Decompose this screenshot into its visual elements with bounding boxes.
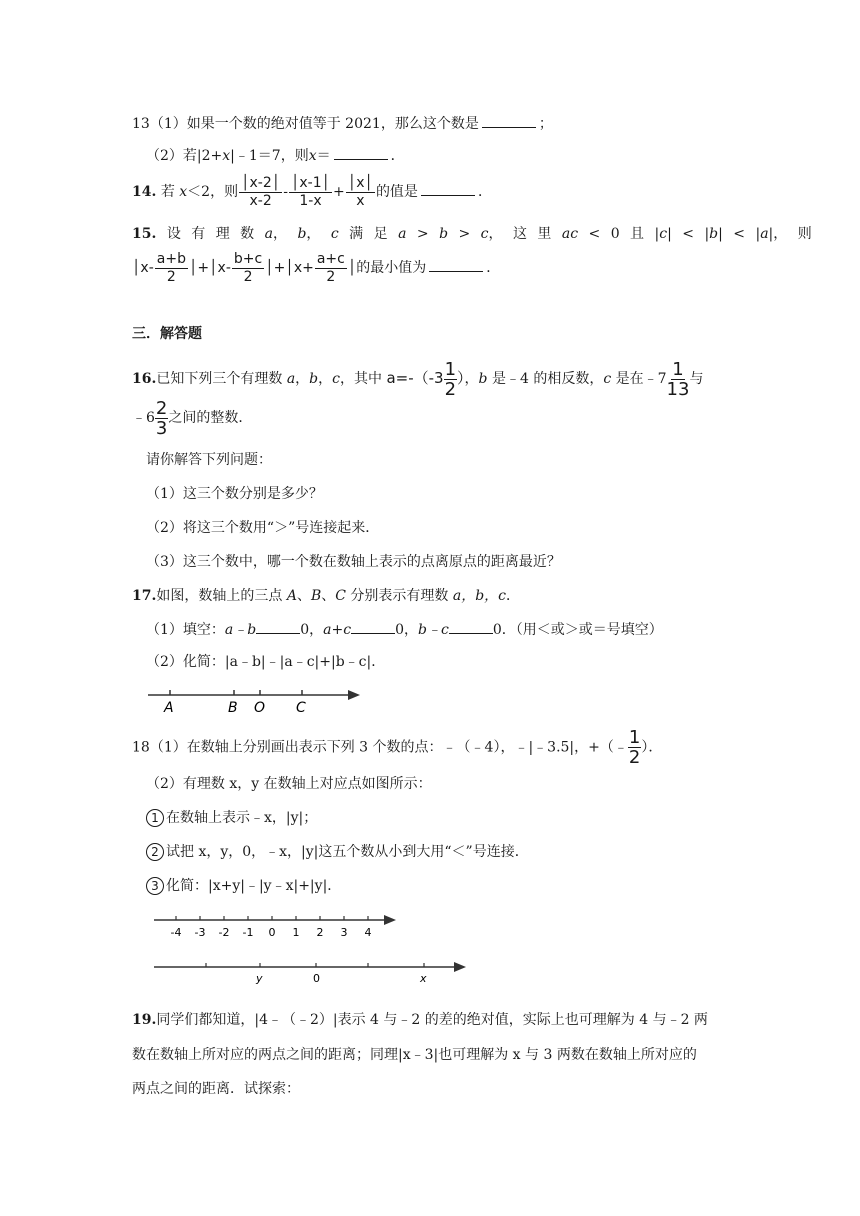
q16-comma2: ，	[318, 371, 333, 387]
q18-number-line-1	[148, 910, 400, 944]
q16-c: c	[332, 371, 340, 387]
q16-a-expr-close: ）	[457, 369, 465, 387]
q16-t3: 是﹣4 的相反数，	[491, 371, 604, 387]
q15-a: a	[264, 226, 273, 242]
q17-number-line	[140, 682, 370, 718]
q15-absb: |b|	[704, 226, 723, 242]
q15-line1	[132, 224, 812, 244]
q15-comma1: ，	[272, 226, 287, 242]
q13-part1	[132, 113, 553, 134]
q15-b: b	[297, 226, 307, 242]
q17-blank1[interactable]	[256, 619, 300, 634]
q13-part2-blank[interactable]	[334, 145, 388, 160]
q18-number-line-2	[148, 958, 470, 988]
q18-t1-end: ）．	[641, 739, 663, 756]
q14-frac3: $\frac{│x│}{x}$	[347, 174, 373, 209]
q17-part2: （2）化简：|a﹣b|﹣|a﹣c|+|b﹣c|．	[146, 654, 386, 670]
section-heading: 三．解答题	[132, 326, 202, 342]
q14	[132, 172, 492, 212]
q17-label-C: C	[296, 700, 306, 716]
q13-var-x: x	[222, 148, 231, 164]
q18-frac: $\frac{1}{2}$	[628, 727, 641, 768]
q16-part1: （1）这三个数分别是多少？	[146, 486, 323, 502]
q18-sub2-text: 试把 x，y，0，﹣x，|y|这五个数从小到大用“＜”号连接．	[166, 844, 529, 860]
q17-arrow-icon	[348, 690, 360, 700]
q13-number: 13	[132, 116, 150, 132]
q16-line1	[132, 358, 703, 399]
q17-B: B	[310, 588, 322, 604]
q17-end: ．	[506, 588, 521, 604]
q15-abs-close: │	[347, 260, 357, 276]
q16-c2: c	[603, 371, 612, 387]
q15-here: ， 这 里	[488, 226, 552, 242]
q18-label-0: 0	[313, 972, 320, 985]
q13-part1-text: （1）如果一个数的绝对值等于 2021，那么这个数是	[149, 116, 479, 132]
q15-lt1: <	[682, 226, 694, 242]
q16-t5: 与	[689, 371, 704, 387]
q15-absc: |c|	[654, 226, 672, 242]
q16-comma4: ，	[464, 371, 479, 387]
q15-blank[interactable]	[429, 257, 483, 272]
q19-line1	[132, 1010, 708, 1030]
q15-frac-a: $\frac{a+b}{2}$	[156, 250, 186, 285]
q14-number: 14.	[132, 184, 157, 200]
q15-comma2: ，	[306, 226, 321, 242]
q17-sep1: 、	[296, 588, 311, 604]
q17-p1-pre: （1）填空：	[146, 622, 225, 638]
q17-blank3[interactable]	[449, 619, 493, 634]
q15-lt2: <	[733, 226, 746, 242]
q16-l2-pre: ﹣6	[132, 410, 155, 426]
q18-axis1-tick-label: -3	[194, 926, 206, 939]
q19-l1: 同学们都知道，|4﹣（﹣2）|表示 4 与﹣2 的差的绝对值，实际上也可理解为 4 与﹣2 两	[156, 1012, 708, 1028]
q15-min-text: 的最小值为	[356, 260, 427, 276]
q18-line1	[132, 728, 662, 767]
q17-part1	[146, 619, 663, 640]
q16-t1: 已知下列三个有理数	[156, 371, 283, 387]
q14-text3: 的值是	[375, 184, 418, 200]
q16-part2: （2）将这三个数用“＞”号连接起来．	[146, 520, 380, 536]
q13-part2-end: ．	[390, 148, 405, 164]
q15-gt2: >	[458, 226, 471, 242]
q17-blank2[interactable]	[351, 619, 395, 634]
q17-label-A: A	[164, 700, 174, 716]
q15-b2: b	[439, 226, 449, 242]
q15-ac: ac	[561, 226, 579, 242]
q17-number: 17.	[132, 588, 157, 604]
q16-b: b	[309, 371, 319, 387]
q15-text: 设 有 理 数	[166, 226, 255, 242]
q18-part2: （2）有理数 x，y 在数轴上对应点如图所示：	[146, 776, 432, 792]
q15-then: ， 则	[773, 226, 812, 242]
q18-axis1-tick-label: 0	[268, 926, 276, 939]
q16-t4: 是在﹣7	[615, 371, 667, 387]
q18-axis1-tick-label: -2	[218, 926, 230, 939]
q16-prompt: 请你解答下列问题：	[146, 452, 272, 468]
q15-abs2-open: │+│x-	[188, 260, 231, 276]
q18-number: 18	[132, 739, 150, 756]
q15-abs3-open: │+│x+	[265, 260, 314, 276]
q18-sub3	[146, 876, 341, 896]
q15-frac-c: $\frac{a+c}{2}$	[316, 250, 345, 285]
q17-z2: 0，	[395, 622, 418, 638]
q14-text2: ＜2，则	[187, 184, 239, 200]
circled-one-icon: 1	[146, 809, 164, 827]
q14-end: ．	[477, 184, 492, 200]
q18-axis1-tick-label: 3	[340, 926, 348, 939]
q15-absa: |a|	[755, 226, 774, 242]
q17-expr3: b﹣c	[418, 622, 449, 638]
q15-abs1-open: │x-	[132, 260, 154, 276]
q16-a: a	[286, 371, 296, 387]
q14-text1: 若	[160, 184, 175, 200]
q15-c: c	[330, 226, 339, 242]
q18-axis1-tick-label: -4	[170, 926, 182, 939]
q18-axis1-tick-label: 4	[364, 926, 372, 939]
q15-number: 15.	[132, 226, 157, 242]
q18-label-y: y	[256, 972, 263, 985]
q16-part3: （3）这三个数中，哪一个数在数轴上表示的点离原点的距离最近？	[146, 554, 561, 570]
q14-frac2: $\frac{│x-1│}{1-x}$	[290, 174, 331, 209]
q16-comma1: ，	[295, 371, 310, 387]
q18-axis1-tick-label: -1	[242, 926, 254, 939]
q15-line2	[132, 248, 500, 288]
q16-frac-1-13: $\frac{1}{13}$	[666, 358, 690, 400]
q13-part2	[146, 145, 405, 166]
q17-z3: 0．（用＜或＞或＝号填空）	[492, 622, 663, 638]
q17-t2: 分别表示有理数	[350, 588, 449, 604]
q18-t1: （1）在数轴上分别画出表示下列 3 个数的点：﹣（﹣4），﹣|﹣3.5|，+（﹣	[149, 739, 628, 756]
q13-eq: ＝	[316, 148, 331, 164]
q13-part1-blank[interactable]	[482, 113, 536, 128]
q15-end: ．	[486, 260, 501, 276]
q17-line1	[132, 586, 520, 606]
q17-t1: 如图，数轴上的三点	[156, 588, 283, 604]
q17-sep2: 、	[321, 588, 336, 604]
q17-label-B: B	[228, 700, 238, 716]
q19-line2: 数在数轴上所对应的两点之间的距离；同理|x﹣3|也可理解为 x 与 3 两数在数轴上所对应的	[132, 1047, 697, 1063]
q14-var-x: x	[179, 184, 188, 200]
q19-number: 19.	[132, 1012, 157, 1028]
q18-label-x: x	[420, 972, 427, 985]
circled-two-icon: 2	[146, 843, 164, 861]
q18-axis1-tick-label: 1	[292, 926, 300, 939]
q14-blank[interactable]	[421, 181, 475, 196]
q14-op2: +	[333, 184, 345, 200]
q17-expr1: a﹣b	[224, 622, 257, 638]
q17-expr2: a+c	[323, 622, 352, 638]
q13-part1-end: ；	[538, 116, 553, 132]
q13-var-x2: x	[308, 148, 317, 164]
q16-l2-post: 之间的整数．	[168, 410, 253, 426]
q14-op1: -	[283, 184, 288, 200]
q18-axis1-tick-label: 2	[316, 926, 324, 939]
q17-C: C	[335, 588, 346, 604]
q16-line2	[132, 398, 252, 438]
q15-gt1: >	[416, 226, 429, 242]
q16-number: 16.	[132, 371, 157, 387]
q17-abc: a，b，c	[452, 588, 507, 604]
q15-c2: c	[480, 226, 489, 242]
q16-frac-2-3: $\frac{2}{3}$	[155, 397, 168, 439]
q13-part2-text: （2）若|2+	[146, 148, 223, 164]
q18-sub1	[146, 808, 317, 828]
q18-sub1-text: 在数轴上表示﹣x，|y|；	[166, 810, 318, 826]
q15-a2: a	[398, 226, 407, 242]
q19-line3: 两点之间的距离．试探索：	[132, 1081, 300, 1097]
q16-b2: b	[478, 371, 488, 387]
q14-frac1: $\frac{│x-2│}{x-2}$	[241, 174, 281, 209]
q15-frac-b: $\frac{b+c}{2}$	[233, 250, 263, 285]
q16-a-frac: $\frac{1}{2}$	[444, 358, 457, 400]
circled-three-icon: 3	[146, 877, 164, 895]
q18-sub3-text: 化简：|x+y|﹣|y﹣x|+|y|．	[166, 878, 342, 894]
q18-sub2	[146, 842, 529, 862]
q17-A: A	[286, 588, 297, 604]
q16-comma3: ，	[339, 371, 354, 387]
q15-satisfy: 满 足	[349, 226, 388, 242]
q18-axis1-arrow-icon	[384, 915, 396, 925]
q13-part2-mid: |﹣1＝7，则	[230, 148, 309, 164]
q16-a-expr: a=-（-3	[386, 369, 444, 387]
q18-axis2-arrow-icon	[454, 962, 466, 972]
q16-t2: 其中	[353, 371, 382, 387]
q17-z1: 0，	[300, 622, 324, 638]
q17-label-O: O	[254, 700, 266, 716]
q15-lt0: < 0 且	[588, 226, 645, 242]
